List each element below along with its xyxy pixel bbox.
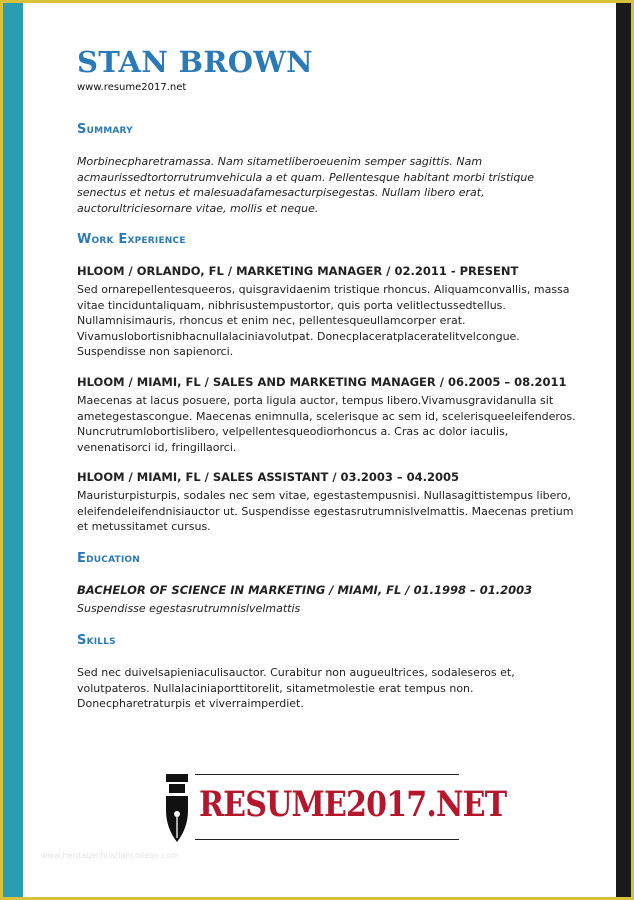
resume-page [23, 3, 616, 897]
job-line: Maecenas at lacus posuere, porta ligula auctor, tempus libero.Vivamusgravidanulla sit [77, 394, 554, 407]
right-shadow-bar [616, 3, 631, 897]
job-heading-1: HLOOM / ORLANDO, FL / MARKETING MANAGER / 02.2011 - PRESENT [77, 264, 519, 278]
summary-text [77, 154, 587, 216]
skills-title: Skills [77, 633, 116, 648]
job-line: Nuncrutrumlobortislibero, velpellentesqueodiorhoncus a. Cras ac dolor iaculis, [77, 425, 509, 438]
job-line: Vivamuslobortisnibhacnullalaciniavolutpat. Donecplaceratplaceratelitvelcongue. [77, 329, 520, 343]
job-line: ametegestascongue. Maecenas enimnulla, scelerisque ac sem id, scelerisqueeleifenderos. [77, 409, 576, 423]
job-description-3 [77, 488, 587, 535]
work-experience-title: Work Experience [77, 232, 186, 247]
fountain-pen-icon [163, 774, 191, 844]
job-line: Suspendisse non sapienorci. [77, 345, 234, 358]
website-link[interactable]: www.resume2017.net [77, 82, 187, 93]
job-line: vitae tinciduntaliquam, nibhrisustempustortor, quis porta velitlectussedtellus. [77, 298, 506, 312]
job-heading-3: HLOOM / MIAMI, FL / SALES ASSISTANT / 03.2003 – 04.2005 [77, 470, 460, 484]
skills-text [77, 665, 587, 712]
job-description-2 [77, 393, 587, 455]
logo-text: RESUME2017.NET [199, 784, 507, 825]
job-line: Sed ornarepellentesqueeros, quisgravidaenim tristique rhoncus. Aliquamconvallis, massa [77, 283, 570, 296]
job-line: eleifendeleifendnisiauctor ut. Suspendisse egestasrutrumnislvelmattis. Maecenas pretium [77, 504, 574, 518]
degree-heading: BACHELOR OF SCIENCE IN MARKETING / MIAMI, FL / 01.1998 – 01.2003 [77, 583, 533, 597]
job-line: venenatisorci id, fringillaorci. [77, 440, 237, 454]
education-title: Education [77, 551, 141, 566]
left-accent-bar [3, 3, 23, 897]
summary-line: senectus et netus et malesuadafamesacturpisegestas. Nullam libero erat, [77, 186, 485, 199]
summary-title: Summary [77, 122, 133, 137]
summary-line: auctorultriciesornare vitae, mollis et neque. [77, 201, 319, 215]
job-line: et metussitamet cursus. [77, 520, 211, 533]
candidate-name: STAN BROWN [77, 45, 313, 79]
logo-rule-bottom [195, 839, 459, 840]
job-line: Mauristurpisturpis, sodales nec sem vitae, egestastempusnisi. Nullasagittistempus libero, [77, 489, 571, 502]
skills-line: Sed nec duivelsapieniaculisauctor. Curabitur non augueultrices, sodaleseros et, [77, 666, 515, 679]
job-heading-2: HLOOM / MIAMI, FL / SALES AND MARKETING MANAGER / 06.2005 – 08.2011 [77, 375, 567, 389]
job-line: Nullamnisimauris, rhoncus et enim nec, pellentesqueullamcorper erat. [77, 314, 466, 327]
summary-line: acmaurissedtortorrutrumvehicula a et quam. Pellentesque habitant morbi tristique [77, 170, 535, 184]
logo-rule-top [195, 774, 459, 775]
degree-note: Suspendisse egestasrutrumnislvelmattis [77, 602, 301, 615]
skills-line: volutpateros. Nullalaciniaporttitorelit, sitametmolestie erat tempus non. [77, 681, 474, 695]
brand-logo [163, 770, 507, 845]
summary-line: Morbinecpharetramassa. Nam sitametliberoeuenim semper sagittis. Nam [77, 155, 483, 168]
skills-line: Donecpharetraturpis et viverraimperdiet. [77, 697, 304, 710]
watermark: www.heritagechristiancollege.com [41, 851, 179, 860]
job-description-1 [77, 282, 587, 360]
